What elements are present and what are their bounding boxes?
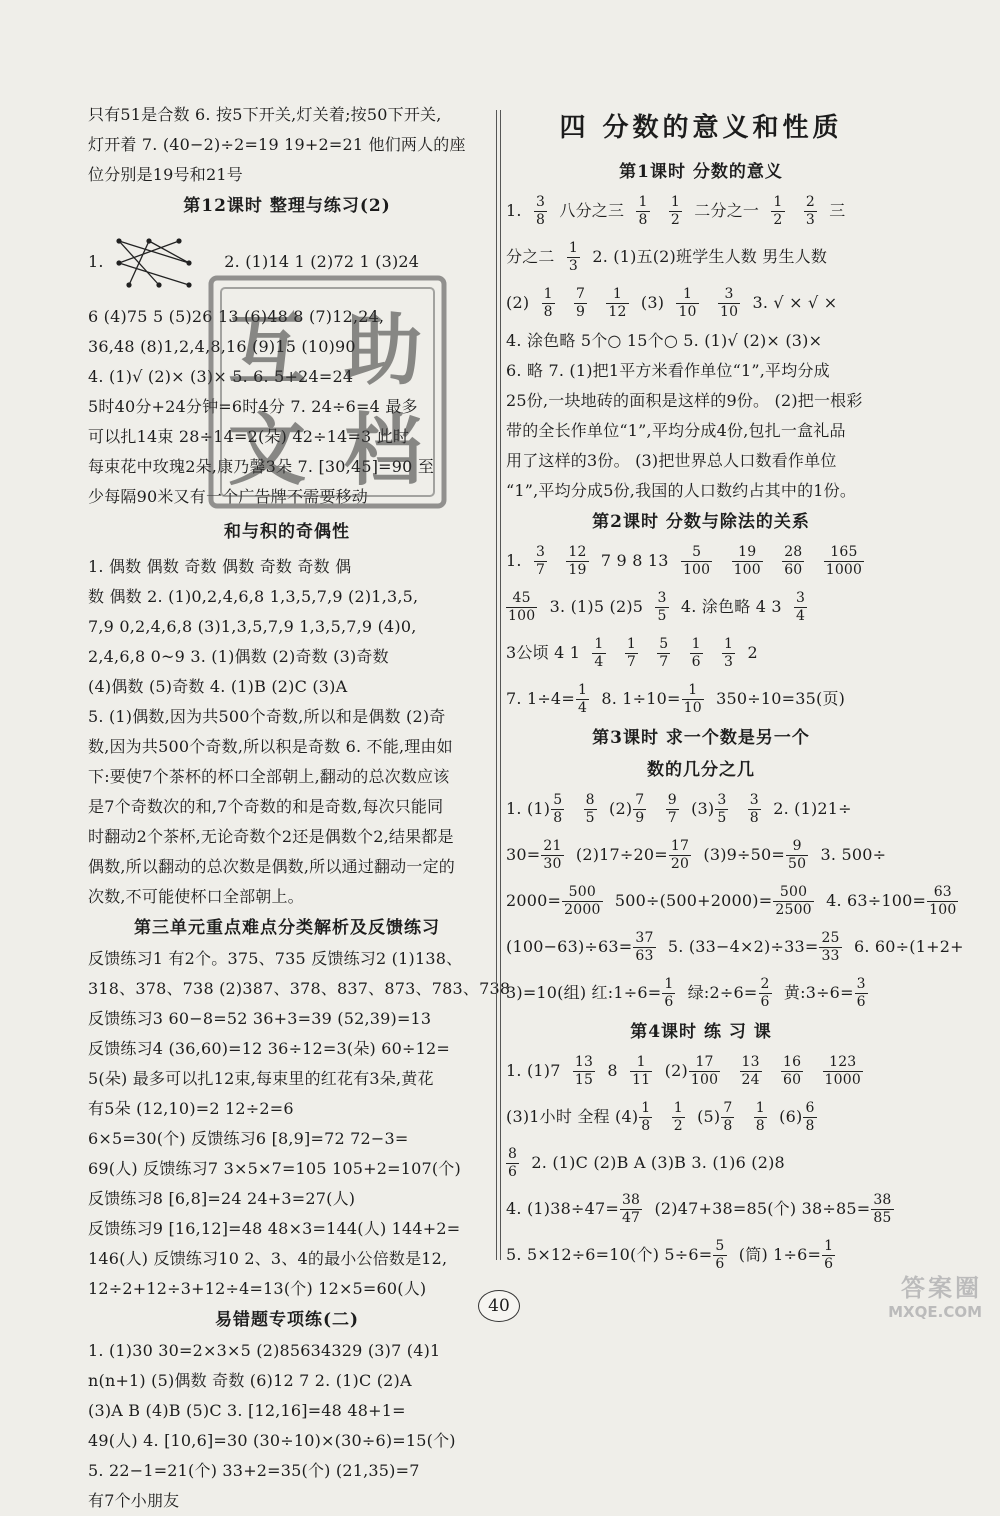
fraction: $\frac{3}{5}$: [717, 792, 727, 826]
text-line: 时翻动2个茶杯,无论奇数个2还是偶数个2,结果都是: [88, 827, 454, 846]
text-line: 有5朵 (12,10)=2 12÷2=6: [88, 1099, 294, 1118]
text-line: 318、378、738 (2)387、378、837、873、783、738: [88, 979, 511, 998]
fraction: $\frac{1}{7}$: [626, 636, 636, 670]
text-line: 5. 22−1=21(个) 33+2=35(个) (21,35)=7: [88, 1461, 420, 1480]
text-line: 146(人) 反馈练习10 2、3、4的最小公倍数是12,: [88, 1249, 448, 1268]
text-line: 5时40分+24分钟=6时4分 7. 24÷6=4 最多: [88, 397, 418, 416]
l3-row-5: 3)=10(组) 红:1÷6= $\frac{1}{6}$ 绿:2÷6= $\frac{2}{6}$ 黄:3÷6= $\frac{3}{6}$: [506, 976, 866, 1010]
fraction: $\frac{21}{30}$: [543, 838, 562, 872]
text-line: 12÷2+12÷3+12÷4=13(个) 12×5=60(人): [88, 1279, 427, 1298]
l3-row-2: 30= $\frac{21}{30}$ (2)17÷20= $\frac{17}{20}$ (3)9÷50= $\frac{9}{50}$ 3. 500÷: [506, 838, 887, 872]
l2-row-2: $\frac{45}{100}$ 3. (1)5 (2)5 $\frac{3}{5}$ 4. 涂色略 4 3 $\frac{3}{4}$: [508, 590, 806, 624]
unit3-heading: 第三单元重点难点分类解析及反馈练习: [134, 918, 440, 938]
fraction: $\frac{1}{8}$: [755, 1100, 765, 1134]
lesson12-heading: 第12课时 整理与练习(2): [183, 196, 391, 216]
fraction: $\frac{17}{20}$: [670, 838, 690, 872]
text-line: 灯开着 7. (40−2)÷2=19 19+2=21 他们两人的座: [88, 135, 466, 154]
fraction: $\frac{1}{2}$: [670, 194, 680, 228]
l3-row-1: 1. (1) $\frac{5}{8}$ $\frac{8}{5}$ (2) $\frac{7}{9}$ $\frac{9}{7}$ (3) $\frac{3}{5}$ $\frac{3}{8}$ 2. (1)21÷: [506, 792, 852, 826]
fraction: $\frac{45}{100}$: [508, 590, 536, 624]
text-line: 带的全长作单位“1”,平均分成4份,包扎一盒礼品: [506, 421, 846, 440]
fraction: $\frac{1}{10}$: [678, 286, 697, 320]
fraction: $\frac{7}{8}$: [723, 1100, 733, 1134]
text-line: 每束花中玫瑰2朵,康乃馨3朵 7. [30,45]=90 至: [88, 457, 435, 476]
l2-row-4: 7. 1÷4= $\frac{1}{4}$ 8. 1÷10= $\frac{1}{10}$ 350÷10=35(页): [506, 682, 846, 716]
l4-row-3: $\frac{8}{6}$ 2. (1)C (2)B A (3)B 3. (1)6 (2)8: [508, 1146, 785, 1180]
fraction: $\frac{1}{2}$: [773, 194, 783, 228]
text-line: n(n+1) (5)偶数 奇数 (6)12 7 2. (1)C (2)A: [88, 1371, 412, 1390]
text-line: 7,9 0,2,4,6,8 (3)1,3,5,7,9 1,3,5,7,9 (4)0,: [88, 617, 417, 636]
fraction: $\frac{12}{19}$: [568, 544, 587, 578]
text-line: 少每隔90米又有一个广告牌不需要移动: [88, 487, 368, 506]
text-line: 4. 涂色略 5个○ 15个○ 5. (1)√ (2)× (3)×: [506, 331, 823, 350]
fraction: $\frac{3}{8}$: [749, 792, 759, 826]
lesson3-heading-2: 数的几分之几: [647, 760, 755, 780]
text-line: 25份,一块地砖的面积是这样的9份。 (2)把一根彩: [506, 391, 863, 410]
lesson2-heading: 第2课时 分数与除法的关系: [592, 512, 810, 532]
fraction: $\frac{5}{8}$: [553, 792, 563, 826]
text-line: 5. (1)偶数,因为共500个奇数,所以和是偶数 (2)奇: [88, 707, 446, 726]
fraction: $\frac{8}{6}$: [508, 1146, 518, 1180]
text-line: 用了这样的3份。 (3)把世界总人口数看作单位: [506, 451, 837, 470]
fraction: $\frac{13}{24}$: [741, 1054, 760, 1088]
l2-row-1: 1. $\frac{3}{7}$ $\frac{12}{19}$ 7 9 8 13 $\frac{5}{100}$ $\frac{19}{100}$ $\frac{28}{60}$ $\frac{165}{1000}$: [506, 544, 863, 578]
text-line: 6 (4)75 5 (5)26 13 (6)48 8 (7)12,24,: [88, 307, 385, 326]
text-line: “1”,平均分成5份,我国的人口数约占其中的1份。: [506, 481, 857, 500]
left-column: [88, 100, 511, 1516]
fraction: $\frac{7}{9}$: [635, 792, 645, 826]
text-line: 反馈练习3 60−8=52 36+3=39 (52,39)=13: [88, 1009, 432, 1028]
column-divider: [496, 110, 501, 1260]
fraction: $\frac{1}{4}$: [577, 682, 588, 716]
text-line: 下:要使7个茶杯的杯口全部朝上,翻动的总次数应该: [88, 767, 450, 786]
fraction: $\frac{3}{4}$: [796, 590, 806, 624]
text-line: 反馈练习9 [16,12]=48 48×3=144(人) 144+2=: [88, 1219, 461, 1238]
fraction: $\frac{8}{5}$: [585, 792, 595, 826]
fraction: $\frac{25}{33}$: [821, 930, 840, 964]
svg-text:互: 互: [227, 305, 307, 396]
fraction: $\frac{6}{8}$: [805, 1100, 815, 1134]
text-line: 4. (1)√ (2)× (3)× 5. 6. 5+24=24: [88, 367, 354, 386]
text-line: 1. (1)30 30=2×3×5 (2)85634329 (3)7 (4)1: [88, 1341, 441, 1360]
text-line: 6. 略 7. (1)把1平方米看作单位“1”,平均分成: [506, 361, 830, 380]
text-line: 次数,不可能使杯口全部朝上。: [88, 887, 304, 906]
fraction: $\frac{3}{8}$: [535, 194, 546, 228]
text-line: 数 偶数 2. (1)0,2,4,6,8 1,3,5,7,9 (2)1,3,5,: [88, 587, 419, 606]
site-watermark: 答案圈 MXQE.COM: [888, 1274, 982, 1321]
fraction: $\frac{16}{60}$: [783, 1054, 802, 1088]
text-line: 69(人) 反馈练习7 3×5×7=105 105+2=107(个): [88, 1159, 461, 1178]
text-line: 6×5=30(个) 反馈练习6 [8,9]=72 72−3=: [88, 1129, 409, 1148]
fraction: $\frac{9}{50}$: [788, 838, 807, 872]
fraction: $\frac{5}{100}$: [682, 544, 711, 578]
fraction: $\frac{2}{6}$: [760, 976, 770, 1010]
svg-text:文: 文: [227, 405, 307, 496]
fraction: $\frac{1}{3}$: [724, 636, 734, 670]
fraction: $\frac{5}{6}$: [715, 1238, 725, 1272]
chapter-title: 四 分数的意义和性质: [559, 113, 843, 143]
text-line: 有7个小朋友: [88, 1491, 180, 1510]
fraction: $\frac{38}{85}$: [873, 1192, 892, 1226]
l3-row-3: 2000= $\frac{500}{2000}$ 500÷(500+2000)= $\frac{500}{2500}$ 4. 63÷100= $\frac{63}{100}$: [506, 884, 957, 918]
svg-text:助: 助: [343, 305, 423, 396]
l2-row-3: 3公顷 4 1 $\frac{1}{4}$ $\frac{1}{7}$ $\frac{5}{7}$ $\frac{1}{6}$ $\frac{1}{3}$ 2: [506, 636, 758, 670]
l1-row-1: 1. $\frac{3}{8}$ 八分之三 $\frac{1}{8}$ $\frac{1}{2}$ 二分之一 $\frac{1}{2}$ $\frac{2}{3}$ 三: [506, 194, 846, 228]
fraction: $\frac{1}{6}$: [824, 1238, 834, 1272]
l3-row-4: (100−63)÷63= $\frac{37}{63}$ 5. (33−4×2)÷33= $\frac{25}{33}$ 6. 60÷(1+2+: [506, 930, 964, 964]
text-line: 数,因为共500个奇数,所以积是奇数 6. 不能,理由如: [88, 737, 453, 756]
text-line: 反馈练习8 [6,8]=24 24+3=27(人): [88, 1189, 356, 1208]
fraction: $\frac{1}{12}$: [608, 286, 627, 320]
text-line: 只有51是合数 6. 按5下开关,灯关着;按50下开关,: [88, 105, 442, 124]
fraction: $\frac{1}{8}$: [638, 194, 648, 228]
fraction: $\frac{19}{100}$: [733, 544, 761, 578]
fraction: $\frac{3}{10}$: [719, 286, 739, 320]
l4-row-2: (3)1小时 全程 (4) $\frac{1}{8}$ $\frac{1}{2}$ (5) $\frac{7}{8}$ $\frac{1}{8}$ (6) $\frac{6}{8}$: [506, 1100, 815, 1134]
text-line: 偶数,所以翻动的总次数是偶数,所以通过翻动一定的: [88, 857, 455, 876]
text-line: (4)偶数 (5)奇数 4. (1)B (2)C (3)A: [88, 677, 348, 696]
fraction: $\frac{123}{1000}$: [824, 1054, 861, 1088]
page-number: 40: [478, 1290, 520, 1322]
text-line: 是7个奇数次的和,7个奇数的和是奇数,每次只能同: [88, 797, 444, 816]
fraction: $\frac{1}{6}$: [691, 636, 701, 670]
fraction: $\frac{1}{2}$: [673, 1100, 683, 1134]
text-line: 可以扎14束 28÷14=2(朵) 42÷14=3 此时: [88, 427, 410, 446]
fraction: $\frac{17}{100}$: [690, 1054, 719, 1088]
fraction: $\frac{28}{60}$: [784, 544, 803, 578]
fraction: $\frac{3}{5}$: [657, 590, 667, 624]
fraction: $\frac{5}{7}$: [659, 636, 669, 670]
fraction: $\frac{1}{8}$: [641, 1100, 651, 1134]
fraction: $\frac{3}{7}$: [535, 544, 546, 578]
text-line: 36,48 (8)1,2,4,8,16 (9)15 (10)90: [88, 337, 356, 356]
text-line: 反馈练习4 (36,60)=12 36÷12=3(朵) 60÷12=: [88, 1039, 451, 1058]
fraction: $\frac{2}{3}$: [805, 194, 815, 228]
l1-row-3: (2) $\frac{1}{8}$ $\frac{7}{9}$ $\frac{1}{12}$ (3) $\frac{1}{10}$ $\frac{3}{10}$ 3. √ × √ ×: [506, 286, 838, 320]
matching-diagram: [109, 233, 199, 293]
lesson3-heading: 第3课时 求一个数是另一个: [592, 728, 810, 748]
text-line: 1. 偶数 偶数 奇数 偶数 奇数 奇数 偶: [88, 557, 352, 576]
fraction: $\frac{500}{2000}$: [564, 884, 601, 918]
fraction: $\frac{1}{4}$: [594, 636, 604, 670]
fraction: $\frac{500}{2500}$: [775, 884, 812, 918]
fraction: $\frac{1}{6}$: [664, 976, 674, 1010]
text-line: 2,4,6,8 0~9 3. (1)偶数 (2)奇数 (3)奇数: [88, 647, 389, 666]
lesson12-q1: 1. 2. (1)14 1 (2)72 1 (3)24: [88, 222, 486, 302]
fraction: $\frac{38}{47}$: [621, 1192, 641, 1226]
l4-row-1: 1. (1)7 $\frac{13}{15}$ 8 $\frac{1}{11}$ (2) $\frac{17}{100}$ $\frac{13}{24}$ $\frac{16}{60}$ $\frac{123}{1000}$: [506, 1054, 861, 1088]
fraction: $\frac{1}{8}$: [543, 286, 553, 320]
l4-row-5: 5. 5×12÷6=10(个) 5÷6= $\frac{5}{6}$ (筒) 1÷6= $\frac{1}{6}$: [506, 1238, 834, 1272]
parity-heading: 和与积的奇偶性: [224, 522, 350, 542]
fraction: $\frac{1}{11}$: [632, 1054, 651, 1088]
fraction: $\frac{7}{9}$: [575, 286, 586, 320]
l4-row-4: 4. (1)38÷47= $\frac{38}{47}$ (2)47+38=85(个) 38÷85= $\frac{38}{85}$: [506, 1192, 892, 1226]
fraction: $\frac{9}{7}$: [667, 792, 677, 826]
fraction: $\frac{13}{15}$: [574, 1054, 594, 1088]
lesson4-heading: 第4课时 练 习 课: [630, 1022, 772, 1042]
text-line: 49(人) 4. [10,6]=30 (30÷10)×(30÷6)=15(个): [88, 1431, 456, 1450]
text-line: 5(朵) 最多可以扎12束,每束里的红花有3朵,黄花: [88, 1069, 434, 1088]
l1-row-2: 分之二 $\frac{1}{3}$ 2. (1)五(2)班学生人数 男生人数: [506, 240, 828, 274]
fraction: $\frac{3}{6}$: [856, 976, 866, 1010]
svg-text:档: 档: [343, 405, 423, 496]
fraction: $\frac{63}{100}$: [929, 884, 957, 918]
fraction: $\frac{165}{1000}$: [825, 544, 863, 578]
fraction: $\frac{1}{3}$: [568, 240, 579, 274]
errors-heading: 易错题专项练(二): [214, 1310, 360, 1330]
text-line: (3)A B (4)B (5)C 3. [12,16]=48 48+1=: [88, 1401, 406, 1420]
text-line: 反馈练习1 有2个。375、735 反馈练习2 (1)138、: [88, 949, 463, 968]
right-column: [506, 100, 964, 1278]
fraction: $\frac{1}{10}$: [683, 682, 702, 716]
fraction: $\frac{37}{63}$: [635, 930, 654, 964]
text-line: 位分别是19号和21号: [88, 165, 243, 184]
lesson1-heading: 第1课时 分数的意义: [619, 162, 783, 182]
